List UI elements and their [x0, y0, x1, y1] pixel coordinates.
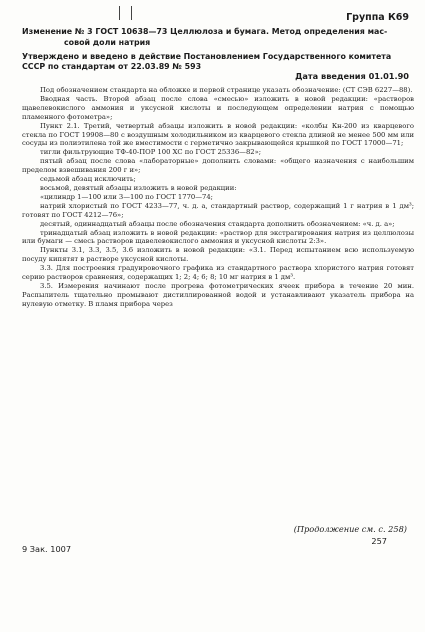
order-number: 9 Зак. 1007 [22, 544, 72, 554]
paragraph: Пункты 3.1, 3.3, 3.5, 3.6 изложить в новой редакции: «3.1. Перед испытанием всю используемую посуду кипятят в растворе уксусной кислоты. [22, 246, 414, 264]
approval-line-2: СССР по стандартам от 22.03.89 № 593 [22, 62, 202, 71]
document-title-line-2: совой доли натрия [64, 38, 151, 47]
binding-mark [119, 6, 120, 20]
paragraph: Под обозначением стандарта на обложке и первой странице указать обозначение: (СТ СЭВ 6227—88). [40, 86, 413, 94]
paragraph: пятый абзац после слова «лабораторные» дополнить словами: «общего назначения с наибольшим пределом взвешивания 200 г и»; [22, 157, 414, 175]
effective-date: Дата введения 01.01.90 [295, 71, 409, 81]
continued-note: (Продолжение см. с. 258) [293, 524, 407, 534]
paragraph: «цилиндр 1—100 или 3—100 по ГОСТ 1770—74; [40, 192, 213, 201]
document-title-line-1: Изменение № 3 ГОСТ 10638—73 Целлюлоза и бумага. Метод определения мас- [22, 27, 388, 36]
binding-mark [131, 6, 132, 20]
paragraph: Пункт 2.1. Третий, четвертый абзацы изложить в новой редакции: «колбы Кн-200 из кварцевого стекла по ГОСТ 19908—80 с воздушным холодильником из кварцевого стекла длиной не менее 500 мм или сосуды из полиэтилена той же вместимости с герметично закрывающейся крышкой по ГОСТ 17000—71; [22, 121, 414, 148]
paragraph: восьмой, девятый абзацы изложить в новой редакции: [40, 183, 237, 192]
approval-line-1: Утверждено и введено в действие Постановлением Государственного комитета [22, 52, 392, 61]
page-number: 257 [371, 536, 387, 546]
paragraph: Вводная часть. Второй абзац после слова «смесью» изложить в новой редакции: «растворов щавелевокислого аммония и уксусной кислоты и последующем определении натрия с помощью пламенного фотометра»; [22, 94, 414, 121]
paragraph: седьмой абзац исключить; [40, 175, 136, 184]
document-body [22, 86, 414, 309]
paragraph: тринадцатый абзац изложить в новой редакции: «раствор для экстрагирования натрия из целлюлозы или бумаги — смесь растворов щавелевокислого аммония и уксусной кислоты 2:3». [22, 228, 414, 246]
paragraph: 3.3. Для построения градуировочного графика из стандартного раствора хлористого натрия готовят серию растворов сравнения, содержащих 1; 2; 4; 6; 8; 10 мг натрия в 1 дм³. [22, 264, 414, 282]
paragraph: натрий хлористый по ГОСТ 4233—77, ч. д. а, стандартный раствор, содержащий 1 г натрия в 1 дм³; готовят по ГОСТ 4212—76»; [22, 201, 414, 219]
group-label: Группа К69 [346, 12, 409, 23]
paragraph: 3.5. Измерения начинают после прогрева фотометрических ячеек прибора в течение 20 мин. Распылитель тщательно промывают дистиллированной водой и устанавливают указатель прибора на нулевую отметку. В пламя прибора через [22, 281, 414, 308]
paragraph: десятый, одиннадцатый абзацы после обозначения стандарта дополнить обозначением: «ч. д. а»; [40, 219, 395, 228]
paragraph: тигли фильтрующие ТФ-40-ПОР 100 ХС по ГОСТ 25336—82»; [40, 148, 262, 157]
